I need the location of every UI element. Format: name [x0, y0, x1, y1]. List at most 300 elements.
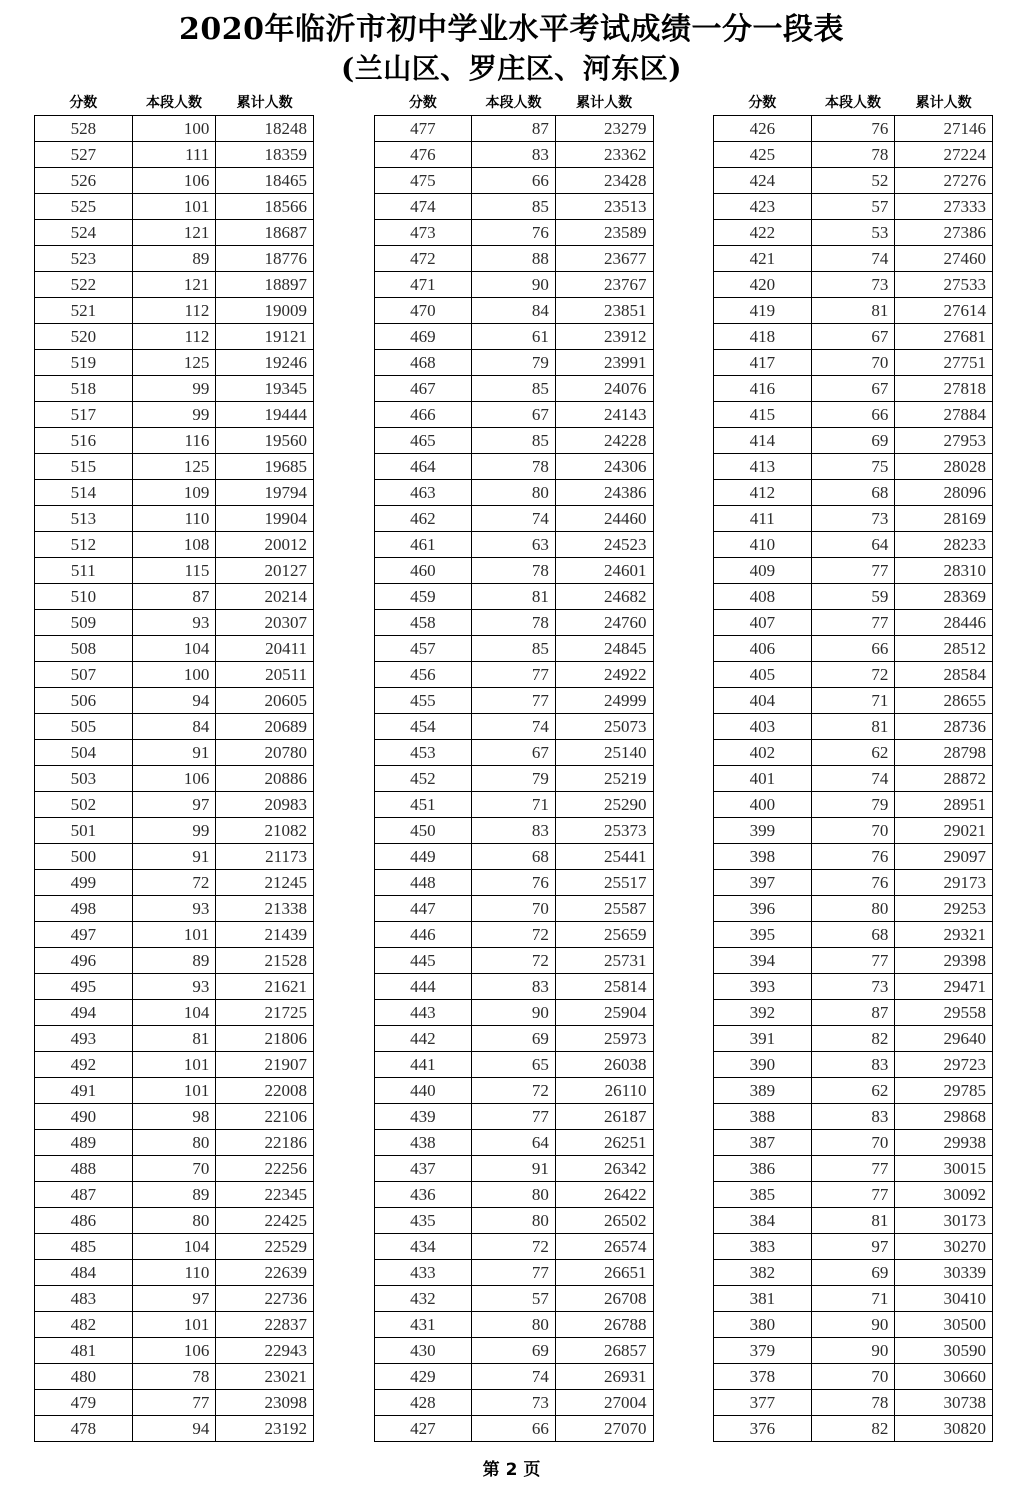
cell-score: 523: [35, 246, 133, 272]
cell-score: 498: [35, 896, 133, 922]
table-row: [35, 1000, 314, 1026]
cell-score: 504: [35, 740, 133, 766]
cell-cumulative-count: 29938: [895, 1130, 993, 1156]
cell-score: 484: [35, 1260, 133, 1286]
cell-segment-count: 62: [811, 1078, 895, 1104]
cell-score: 395: [714, 922, 812, 948]
cell-score: 391: [714, 1026, 812, 1052]
cell-segment-count: 78: [811, 1390, 895, 1416]
cell-score: 405: [714, 662, 812, 688]
cell-cumulative-count: 30590: [895, 1338, 993, 1364]
table-row: [714, 636, 993, 662]
cell-score: 443: [374, 1000, 472, 1026]
cell-cumulative-count: 25140: [555, 740, 653, 766]
cell-segment-count: 73: [811, 974, 895, 1000]
table-row: [35, 506, 314, 532]
cell-segment-count: 110: [132, 506, 216, 532]
cell-cumulative-count: 25587: [555, 896, 653, 922]
cell-segment-count: 90: [472, 1000, 556, 1026]
table-row: [714, 324, 993, 350]
cell-segment-count: 88: [472, 246, 556, 272]
table-row: [714, 428, 993, 454]
cell-segment-count: 61: [472, 324, 556, 350]
cell-cumulative-count: 19904: [216, 506, 314, 532]
cell-score: 403: [714, 714, 812, 740]
cell-cumulative-count: 27004: [555, 1390, 653, 1416]
cell-score: 490: [35, 1104, 133, 1130]
table-row: [714, 1130, 993, 1156]
cell-cumulative-count: 23513: [555, 194, 653, 220]
cell-cumulative-count: 30092: [895, 1182, 993, 1208]
table-row: [714, 1208, 993, 1234]
cell-score: 424: [714, 168, 812, 194]
page-footer: 第 2 页: [482, 1460, 541, 1480]
table-row: [714, 1390, 993, 1416]
cell-cumulative-count: 29471: [895, 974, 993, 1000]
table-row: [714, 402, 993, 428]
cell-score: 432: [374, 1286, 472, 1312]
cell-cumulative-count: 27460: [895, 246, 993, 272]
cell-segment-count: 98: [132, 1104, 216, 1130]
cell-segment-count: 91: [472, 1156, 556, 1182]
score-table-block-2: [374, 94, 654, 1442]
table-row: [374, 1338, 653, 1364]
cell-segment-count: 108: [132, 532, 216, 558]
cell-score: 410: [714, 532, 812, 558]
table-header-row: [714, 94, 993, 116]
cell-score: 409: [714, 558, 812, 584]
cell-score: 433: [374, 1260, 472, 1286]
cell-score: 438: [374, 1130, 472, 1156]
cell-segment-count: 89: [132, 948, 216, 974]
cell-segment-count: 67: [811, 376, 895, 402]
cell-segment-count: 99: [132, 818, 216, 844]
table-row: [374, 974, 653, 1000]
cell-segment-count: 77: [132, 1390, 216, 1416]
table-row: [35, 1104, 314, 1130]
cell-score: 428: [374, 1390, 472, 1416]
cell-segment-count: 97: [132, 792, 216, 818]
cell-segment-count: 53: [811, 220, 895, 246]
cell-segment-count: 82: [811, 1416, 895, 1442]
table-row: [374, 870, 653, 896]
cell-segment-count: 74: [472, 1364, 556, 1390]
cell-segment-count: 85: [472, 194, 556, 220]
cell-cumulative-count: 26931: [555, 1364, 653, 1390]
cell-cumulative-count: 20012: [216, 532, 314, 558]
table-row: [35, 1208, 314, 1234]
cell-cumulative-count: 26788: [555, 1312, 653, 1338]
cell-segment-count: 69: [472, 1026, 556, 1052]
cell-cumulative-count: 27070: [555, 1416, 653, 1442]
cell-segment-count: 70: [811, 1130, 895, 1156]
cell-score: 472: [374, 246, 472, 272]
cell-score: 408: [714, 584, 812, 610]
cell-score: 401: [714, 766, 812, 792]
table-row: [35, 792, 314, 818]
cell-cumulative-count: 28512: [895, 636, 993, 662]
cell-score: 380: [714, 1312, 812, 1338]
cell-score: 396: [714, 896, 812, 922]
cell-score: 501: [35, 818, 133, 844]
cell-segment-count: 80: [132, 1208, 216, 1234]
table-row: [35, 714, 314, 740]
cell-score: 416: [714, 376, 812, 402]
table-row: [374, 1104, 653, 1130]
table-row: [714, 948, 993, 974]
cell-score: 393: [714, 974, 812, 1000]
cell-score: 465: [374, 428, 472, 454]
cell-segment-count: 76: [811, 116, 895, 142]
cell-cumulative-count: 26651: [555, 1260, 653, 1286]
table-row: [714, 714, 993, 740]
cell-segment-count: 66: [472, 168, 556, 194]
cell-score: 467: [374, 376, 472, 402]
cell-score: 399: [714, 818, 812, 844]
cell-score: 404: [714, 688, 812, 714]
cell-score: 457: [374, 636, 472, 662]
cell-segment-count: 91: [132, 740, 216, 766]
cell-segment-count: 63: [472, 532, 556, 558]
cell-segment-count: 70: [811, 1364, 895, 1390]
cell-cumulative-count: 22943: [216, 1338, 314, 1364]
cell-segment-count: 76: [811, 844, 895, 870]
cell-cumulative-count: 19560: [216, 428, 314, 454]
cell-score: 444: [374, 974, 472, 1000]
table-row: [35, 532, 314, 558]
cell-segment-count: 110: [132, 1260, 216, 1286]
cell-score: 459: [374, 584, 472, 610]
header-segment-count: 本段人数: [824, 95, 881, 111]
cell-cumulative-count: 25659: [555, 922, 653, 948]
cell-score: 508: [35, 636, 133, 662]
cell-segment-count: 79: [472, 766, 556, 792]
table-row: [35, 168, 314, 194]
cell-score: 446: [374, 922, 472, 948]
cell-score: 475: [374, 168, 472, 194]
cell-cumulative-count: 30660: [895, 1364, 993, 1390]
table-row: [374, 584, 653, 610]
table-row: [374, 220, 653, 246]
cell-score: 461: [374, 532, 472, 558]
cell-cumulative-count: 21338: [216, 896, 314, 922]
cell-cumulative-count: 21621: [216, 974, 314, 1000]
cell-score: 387: [714, 1130, 812, 1156]
cell-score: 476: [374, 142, 472, 168]
table-row: [714, 116, 993, 142]
cell-segment-count: 64: [472, 1130, 556, 1156]
cell-score: 402: [714, 740, 812, 766]
cell-cumulative-count: 25373: [555, 818, 653, 844]
cell-score: 451: [374, 792, 472, 818]
cell-segment-count: 97: [132, 1286, 216, 1312]
cell-cumulative-count: 25973: [555, 1026, 653, 1052]
header-score: 分数: [69, 95, 98, 111]
table-row: [714, 792, 993, 818]
cell-segment-count: 72: [811, 662, 895, 688]
cell-segment-count: 80: [472, 1182, 556, 1208]
cell-segment-count: 81: [811, 1208, 895, 1234]
cell-cumulative-count: 30738: [895, 1390, 993, 1416]
table-row: [714, 1312, 993, 1338]
cell-segment-count: 80: [811, 896, 895, 922]
cell-cumulative-count: 20780: [216, 740, 314, 766]
cell-cumulative-count: 29868: [895, 1104, 993, 1130]
cell-cumulative-count: 19685: [216, 454, 314, 480]
cell-segment-count: 77: [811, 558, 895, 584]
table-row: [35, 402, 314, 428]
cell-cumulative-count: 24143: [555, 402, 653, 428]
cell-segment-count: 66: [811, 636, 895, 662]
table-row: [714, 1234, 993, 1260]
cell-cumulative-count: 28798: [895, 740, 993, 766]
cell-score: 511: [35, 558, 133, 584]
cell-cumulative-count: 21439: [216, 922, 314, 948]
cell-segment-count: 71: [472, 792, 556, 818]
cell-cumulative-count: 28584: [895, 662, 993, 688]
table-row: [374, 948, 653, 974]
table-row: [374, 402, 653, 428]
cell-segment-count: 87: [811, 1000, 895, 1026]
table-row: [714, 1000, 993, 1026]
cell-segment-count: 72: [132, 870, 216, 896]
cell-segment-count: 70: [472, 896, 556, 922]
cell-segment-count: 78: [472, 558, 556, 584]
cell-segment-count: 84: [472, 298, 556, 324]
table-row: [714, 532, 993, 558]
cell-segment-count: 77: [472, 688, 556, 714]
cell-segment-count: 65: [472, 1052, 556, 1078]
cell-score: 418: [714, 324, 812, 350]
cell-segment-count: 79: [811, 792, 895, 818]
table-row: [714, 922, 993, 948]
cell-score: 521: [35, 298, 133, 324]
table-row: [35, 116, 314, 142]
table-row: [714, 1364, 993, 1390]
cell-score: 420: [714, 272, 812, 298]
cell-segment-count: 67: [811, 324, 895, 350]
cell-cumulative-count: 27333: [895, 194, 993, 220]
cell-score: 478: [35, 1416, 133, 1442]
cell-segment-count: 90: [811, 1338, 895, 1364]
cell-cumulative-count: 27884: [895, 402, 993, 428]
cell-score: 527: [35, 142, 133, 168]
score-table-3: [713, 94, 993, 1442]
cell-score: 499: [35, 870, 133, 896]
table-header-row: [374, 94, 653, 116]
table-row: [374, 792, 653, 818]
table-row: [374, 116, 653, 142]
header-score: 分数: [408, 95, 437, 111]
cell-segment-count: 83: [472, 142, 556, 168]
table-row: [374, 246, 653, 272]
cell-cumulative-count: 24306: [555, 454, 653, 480]
table-row: [374, 142, 653, 168]
cell-segment-count: 72: [472, 1078, 556, 1104]
cell-score: 431: [374, 1312, 472, 1338]
cell-score: 493: [35, 1026, 133, 1052]
cell-score: 389: [714, 1078, 812, 1104]
cell-segment-count: 76: [811, 870, 895, 896]
cell-cumulative-count: 26251: [555, 1130, 653, 1156]
cell-score: 526: [35, 168, 133, 194]
cell-segment-count: 66: [472, 1416, 556, 1442]
table-row: [374, 298, 653, 324]
cell-cumulative-count: 30339: [895, 1260, 993, 1286]
cell-score: 415: [714, 402, 812, 428]
cell-score: 473: [374, 220, 472, 246]
cell-segment-count: 104: [132, 1000, 216, 1026]
cell-score: 411: [714, 506, 812, 532]
cell-segment-count: 101: [132, 922, 216, 948]
cell-cumulative-count: 25814: [555, 974, 653, 1000]
cell-segment-count: 104: [132, 636, 216, 662]
cell-score: 513: [35, 506, 133, 532]
table-row: [714, 350, 993, 376]
cell-score: 517: [35, 402, 133, 428]
cell-cumulative-count: 20689: [216, 714, 314, 740]
cell-score: 518: [35, 376, 133, 402]
cell-segment-count: 70: [132, 1156, 216, 1182]
cell-segment-count: 121: [132, 272, 216, 298]
cell-cumulative-count: 25290: [555, 792, 653, 818]
cell-cumulative-count: 26422: [555, 1182, 653, 1208]
table-row: [35, 688, 314, 714]
cell-score: 497: [35, 922, 133, 948]
cell-segment-count: 72: [472, 948, 556, 974]
table-row: [35, 298, 314, 324]
cell-segment-count: 77: [472, 662, 556, 688]
cell-cumulative-count: 23767: [555, 272, 653, 298]
cell-score: 378: [714, 1364, 812, 1390]
cell-segment-count: 112: [132, 298, 216, 324]
cell-segment-count: 81: [811, 298, 895, 324]
cell-segment-count: 90: [472, 272, 556, 298]
table-row: [374, 272, 653, 298]
table-row: [714, 1260, 993, 1286]
cell-cumulative-count: 24386: [555, 480, 653, 506]
table-row: [35, 194, 314, 220]
table-row: [714, 662, 993, 688]
cell-score: 384: [714, 1208, 812, 1234]
table-row: [714, 584, 993, 610]
table-row: [374, 766, 653, 792]
cell-cumulative-count: 21725: [216, 1000, 314, 1026]
table-row: [374, 506, 653, 532]
cell-cumulative-count: 29640: [895, 1026, 993, 1052]
cell-segment-count: 109: [132, 480, 216, 506]
cell-segment-count: 106: [132, 766, 216, 792]
cell-cumulative-count: 25731: [555, 948, 653, 974]
cell-segment-count: 68: [811, 480, 895, 506]
cell-cumulative-count: 21082: [216, 818, 314, 844]
cell-cumulative-count: 22529: [216, 1234, 314, 1260]
cell-segment-count: 77: [811, 1182, 895, 1208]
table-row: [714, 220, 993, 246]
cell-score: 445: [374, 948, 472, 974]
cell-segment-count: 83: [472, 818, 556, 844]
cell-cumulative-count: 20886: [216, 766, 314, 792]
table-row: [35, 610, 314, 636]
cell-score: 452: [374, 766, 472, 792]
cell-score: 413: [714, 454, 812, 480]
cell-segment-count: 106: [132, 168, 216, 194]
cell-cumulative-count: 26857: [555, 1338, 653, 1364]
table-row: [714, 298, 993, 324]
table-row: [35, 1234, 314, 1260]
cell-cumulative-count: 23192: [216, 1416, 314, 1442]
table-row: [374, 714, 653, 740]
cell-score: 437: [374, 1156, 472, 1182]
table-row: [374, 1208, 653, 1234]
cell-segment-count: 72: [472, 922, 556, 948]
header-cumulative-count: 累计人数: [915, 95, 972, 111]
cell-cumulative-count: 28169: [895, 506, 993, 532]
cell-cumulative-count: 25904: [555, 1000, 653, 1026]
cell-score: 422: [714, 220, 812, 246]
cell-segment-count: 111: [132, 142, 216, 168]
table-row: [714, 480, 993, 506]
cell-segment-count: 74: [472, 506, 556, 532]
cell-segment-count: 101: [132, 1052, 216, 1078]
score-table-2: [374, 94, 654, 1442]
table-row: [374, 532, 653, 558]
table-row: [714, 1078, 993, 1104]
header-cumulative-count: 累计人数: [576, 95, 633, 111]
table-row: [714, 1104, 993, 1130]
cell-segment-count: 71: [811, 688, 895, 714]
cell-cumulative-count: 29097: [895, 844, 993, 870]
cell-score: 388: [714, 1104, 812, 1130]
table-row: [35, 376, 314, 402]
cell-score: 453: [374, 740, 472, 766]
cell-cumulative-count: 24228: [555, 428, 653, 454]
cell-cumulative-count: 29785: [895, 1078, 993, 1104]
header-segment-count: 本段人数: [485, 95, 542, 111]
cell-cumulative-count: 23851: [555, 298, 653, 324]
cell-score: 435: [374, 1208, 472, 1234]
cell-score: 512: [35, 532, 133, 558]
cell-segment-count: 100: [132, 662, 216, 688]
cell-segment-count: 57: [472, 1286, 556, 1312]
cell-segment-count: 73: [472, 1390, 556, 1416]
cell-score: 494: [35, 1000, 133, 1026]
table-row: [374, 1182, 653, 1208]
cell-cumulative-count: 21173: [216, 844, 314, 870]
cell-score: 450: [374, 818, 472, 844]
cell-score: 430: [374, 1338, 472, 1364]
cell-cumulative-count: 18897: [216, 272, 314, 298]
table-row: [35, 1078, 314, 1104]
cell-score: 519: [35, 350, 133, 376]
cell-score: 407: [714, 610, 812, 636]
page-subtitle: (兰山区、罗庄区、河东区): [341, 52, 682, 85]
cell-score: 522: [35, 272, 133, 298]
cell-cumulative-count: 20127: [216, 558, 314, 584]
cell-cumulative-count: 23677: [555, 246, 653, 272]
cell-cumulative-count: 28028: [895, 454, 993, 480]
cell-cumulative-count: 29253: [895, 896, 993, 922]
cell-segment-count: 93: [132, 896, 216, 922]
cell-cumulative-count: 22345: [216, 1182, 314, 1208]
cell-score: 495: [35, 974, 133, 1000]
cell-score: 456: [374, 662, 472, 688]
cell-cumulative-count: 28369: [895, 584, 993, 610]
cell-score: 487: [35, 1182, 133, 1208]
cell-score: 492: [35, 1052, 133, 1078]
cell-cumulative-count: 24760: [555, 610, 653, 636]
cell-segment-count: 85: [472, 428, 556, 454]
